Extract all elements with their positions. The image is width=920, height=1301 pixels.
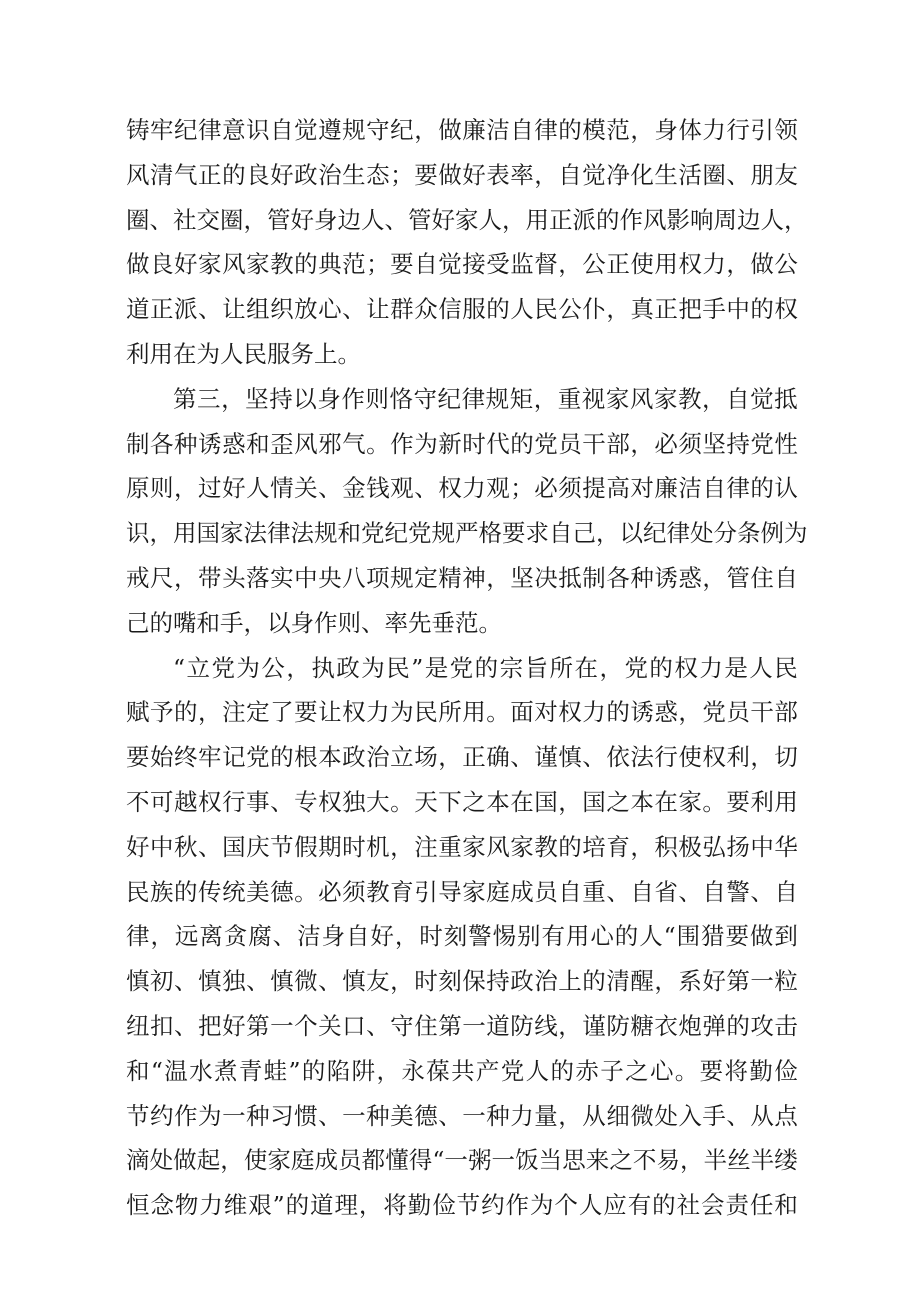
text-line: 赋 予 的 ， 注 定 了 要 让 权 力 为 民 所 用 。 面 对 权 力 的 诱 惑 ， 党 员 干 部 (126, 698, 798, 727)
text-line: 铸 牢 纪 律 意 识 自 觉 遵 规 守 纪 ， 做 廉 洁 自 律 的 模 范 ， 身 体 力 行 引 领 (126, 116, 798, 144)
text-line: 恒 念 物 力 维 艰 ” 的 道 理 ， 将 勤 俭 节 约 作 为 个 人 应 有 的 社 会 责 任 和 (126, 1191, 798, 1220)
text-line: 不 可 越 权 行 事 、 专 权 独 大 。 天 下 之 本 在 国 ， 国 之 本 在 家 。 要 利 用 (126, 787, 798, 816)
text-line: 原 则 ， 过 好 人 情 关 、 金 钱 观 、 权 力 观 ； 必 须 提 高 对 廉 洁 自 律 的 认 (126, 474, 798, 503)
text-line: “ 立 党 为 公 ， 执 政 为 民 ” 是 党 的 宗 旨 所 在 ， 党 的 权 力 是 人 民 (173, 653, 798, 682)
text-line: 节 约 作 为 一 种 习 惯 、 一 种 美 德 、 一 种 力 量 ， 从 细 微 处 入 手 、 从 点 (126, 1101, 798, 1130)
text-line: 律 ， 远 离 贪 腐 、 洁 身 自 好 ， 时 刻 警 惕 别 有 用 心 的 人 “ 围 猎 要 做 到 (126, 922, 798, 951)
text-line: 和 “ 温 水 煮 青 蛙 ” 的 陷 阱 ， 永 葆 共 产 党 人 的 赤 子 之 心 。 要 将 勤 俭 (126, 1056, 798, 1085)
text-line: 道 正 派 、 让 组 织 放 心 、 让 群 众 信 服 的 人 民 公 仆 ， 真 正 把 手 中 的 权 (126, 295, 798, 324)
text-line: 圈 、 社 交 圈 ， 管 好 身 边 人 、 管 好 家 人 ， 用 正 派 的 作 风 影 响 周 边 人 ， (126, 205, 808, 234)
text-line: 好 中 秋 、 国 庆 节 假 期 时 机 ， 注 重 家 风 家 教 的 培 育 ， 积 极 弘 扬 中 华 (126, 832, 798, 861)
text-line: 识 ， 用 国 家 法 律 法 规 和 党 纪 党 规 严 格 要 求 自 己 ， 以 纪 律 处 分 条 例 为 (126, 519, 808, 548)
text-line: 利用在为人民服务上。 (126, 339, 361, 368)
text-line: 制 各 种 诱 惑 和 歪 风 邪 气 。 作 为 新 时 代 的 党 员 干 部 ， 必 须 坚 持 党 性 (126, 429, 798, 458)
text-line: 己的嘴和手，以身作则、率先垂范。 (126, 608, 502, 637)
text-line: 风 清 气 正 的 良 好 政 治 生 态 ； 要 做 好 表 率 ， 自 觉 净 化 生 活 圈 、 朋 友 (126, 160, 798, 189)
text-line: 要 始 终 牢 记 党 的 根 本 政 治 立 场 ， 正 确 、 谨 慎 、 依 法 行 使 权 利 ， 切 (126, 743, 798, 772)
text-line: 第 三 ， 坚 持 以 身 作 则 恪 守 纪 律 规 矩 ， 重 视 家 风 家 教 ， 自 觉 抵 (173, 384, 798, 413)
text-line: 做 良 好 家 风 家 教 的 典 范 ； 要 自 觉 接 受 监 督 ， 公 正 使 用 权 力 ， 做 公 (126, 250, 798, 279)
text-line: 慎 初 、 慎 独 、 慎 微 、 慎 友 ， 时 刻 保 持 政 治 上 的 清 醒 ， 系 好 第 一 粒 (126, 967, 798, 996)
body-text (126, 108, 808, 1228)
text-line: 纽 扣 、 把 好 第 一 个 关 口 、 守 住 第 一 道 防 线 ， 谨 防 糖 衣 炮 弹 的 攻 击 (126, 1011, 798, 1040)
text-line: 滴 处 做 起 ， 使 家 庭 成 员 都 懂 得 “ 一 粥 一 饭 当 思 来 之 不 易 ， 半 丝 半 缕 (126, 1146, 798, 1175)
text-line: 戒 尺 ， 带 头 落 实 中 央 八 项 规 定 精 神 ， 坚 决 抵 制 各 种 诱 惑 ， 管 住 自 (126, 563, 798, 592)
text-line: 民 族 的 传 统 美 德 。 必 须 教 育 引 导 家 庭 成 员 自 重 、 自 省 、 自 警 、 自 (126, 877, 798, 906)
